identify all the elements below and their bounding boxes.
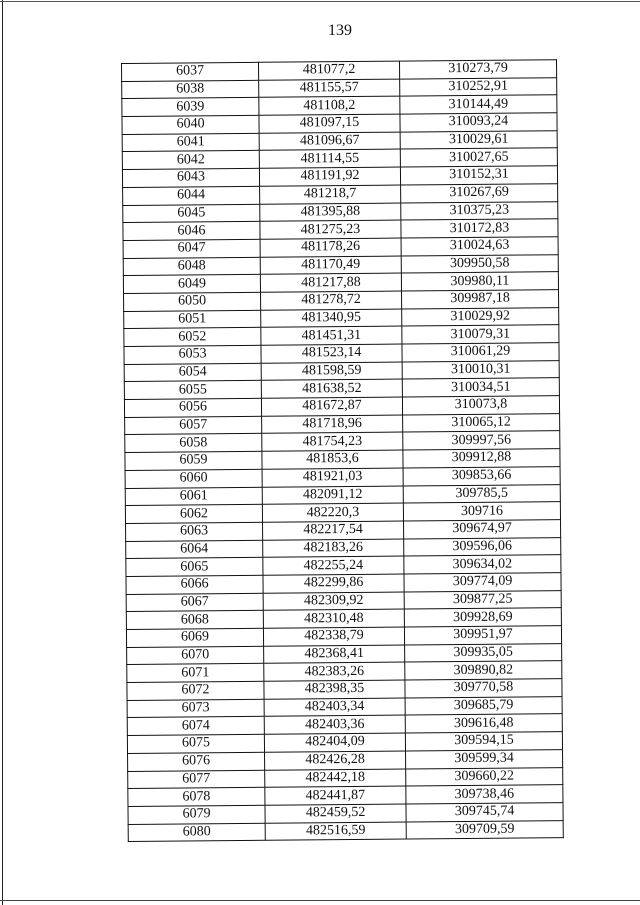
y-coordinate-cell: 310029,92 — [402, 307, 559, 326]
x-coordinate-cell: 481451,31 — [261, 326, 402, 345]
point-number-cell: 6072 — [127, 681, 264, 700]
point-number-cell: 6039 — [122, 98, 259, 117]
y-coordinate-cell: 309738,46 — [406, 785, 563, 804]
point-number-cell: 6064 — [126, 540, 263, 559]
y-coordinate-cell: 309594,15 — [405, 732, 562, 751]
y-coordinate-cell: 309980,11 — [401, 272, 558, 291]
point-number-cell: 6074 — [127, 717, 264, 736]
x-coordinate-cell: 481218,7 — [260, 185, 401, 204]
y-coordinate-cell: 309997,56 — [403, 431, 560, 450]
point-number-cell: 6054 — [124, 363, 261, 382]
x-coordinate-cell: 482403,34 — [264, 698, 405, 717]
x-coordinate-cell: 481217,88 — [260, 273, 401, 292]
y-coordinate-cell: 309685,79 — [405, 696, 562, 715]
point-number-cell: 6071 — [127, 664, 264, 683]
point-number-cell: 6051 — [124, 310, 261, 329]
y-coordinate-cell: 309745,74 — [406, 803, 563, 822]
x-coordinate-cell: 482217,54 — [263, 521, 404, 540]
x-coordinate-cell: 482299,86 — [263, 574, 404, 593]
y-coordinate-cell: 310010,31 — [402, 360, 559, 379]
y-coordinate-cell: 309935,05 — [405, 643, 562, 662]
y-coordinate-cell: 309660,22 — [406, 767, 563, 786]
y-coordinate-cell: 309596,06 — [404, 537, 561, 556]
x-coordinate-cell: 482383,26 — [264, 662, 405, 681]
y-coordinate-cell: 310267,69 — [401, 184, 558, 203]
y-coordinate-cell: 309785,5 — [403, 484, 560, 503]
y-coordinate-cell: 309599,34 — [406, 749, 563, 768]
y-coordinate-cell: 309928,69 — [404, 608, 561, 627]
table-row — [128, 820, 563, 841]
y-coordinate-cell: 310029,61 — [400, 130, 557, 149]
x-coordinate-cell: 481853,6 — [262, 450, 403, 469]
x-coordinate-cell: 481170,49 — [260, 256, 401, 275]
y-coordinate-cell: 310024,63 — [401, 237, 558, 256]
point-number-cell: 6070 — [127, 646, 264, 665]
point-number-cell: 6063 — [126, 522, 263, 541]
y-coordinate-cell: 309674,97 — [404, 520, 561, 539]
y-coordinate-cell: 310061,29 — [402, 343, 559, 362]
y-coordinate-cell: 310172,83 — [401, 219, 558, 238]
y-coordinate-cell: 310273,79 — [399, 60, 556, 79]
x-coordinate-cell: 481754,23 — [262, 432, 403, 451]
point-number-cell: 6061 — [125, 487, 262, 506]
point-number-cell: 6080 — [128, 823, 265, 842]
y-coordinate-cell: 310093,24 — [400, 113, 557, 132]
y-coordinate-cell: 309774,09 — [404, 573, 561, 592]
x-coordinate-cell: 482442,18 — [265, 769, 406, 788]
point-number-cell: 6079 — [128, 805, 265, 824]
point-number-cell: 6057 — [125, 416, 262, 435]
x-coordinate-cell: 481638,52 — [261, 379, 402, 398]
point-number-cell: 6078 — [128, 787, 265, 806]
x-coordinate-cell: 482459,52 — [265, 804, 406, 823]
point-number-cell: 6055 — [124, 381, 261, 400]
x-coordinate-cell: 481523,14 — [261, 344, 402, 363]
x-coordinate-cell: 481155,57 — [259, 79, 400, 98]
y-coordinate-cell: 310073,8 — [402, 396, 559, 415]
point-number-cell: 6069 — [126, 628, 263, 647]
y-coordinate-cell: 309853,66 — [403, 466, 560, 485]
point-number-cell: 6058 — [125, 434, 262, 453]
point-number-cell: 6049 — [123, 275, 260, 294]
x-coordinate-cell: 482404,09 — [264, 733, 405, 752]
y-coordinate-cell: 310152,31 — [400, 166, 557, 185]
x-coordinate-cell: 482220,3 — [262, 503, 403, 522]
point-number-cell: 6047 — [123, 239, 260, 258]
x-coordinate-cell: 482441,87 — [265, 786, 406, 805]
y-coordinate-cell: 310034,51 — [402, 378, 559, 397]
x-coordinate-cell: 482426,28 — [265, 751, 406, 770]
point-number-cell: 6059 — [125, 451, 262, 470]
point-number-cell: 6073 — [127, 699, 264, 718]
point-number-cell: 6076 — [128, 752, 265, 771]
y-coordinate-cell: 309634,02 — [404, 555, 561, 574]
point-number-cell: 6046 — [123, 221, 260, 240]
x-coordinate-cell: 481077,2 — [258, 61, 399, 80]
x-coordinate-cell: 481096,67 — [259, 132, 400, 151]
point-number-cell: 6037 — [122, 62, 259, 81]
x-coordinate-cell: 481097,15 — [259, 114, 400, 133]
point-number-cell: 6042 — [122, 151, 259, 170]
y-coordinate-cell: 309950,58 — [401, 254, 558, 273]
coordinates-table-body — [122, 60, 564, 842]
x-coordinate-cell: 482338,79 — [263, 627, 404, 646]
y-coordinate-cell: 309987,18 — [402, 290, 559, 309]
point-number-cell: 6052 — [124, 328, 261, 347]
y-coordinate-cell: 310252,91 — [400, 77, 557, 96]
point-number-cell: 6053 — [124, 345, 261, 364]
x-coordinate-cell: 481340,95 — [261, 309, 402, 328]
point-number-cell: 6065 — [126, 558, 263, 577]
coordinates-table — [121, 59, 564, 842]
x-coordinate-cell: 481921,03 — [262, 468, 403, 487]
x-coordinate-cell: 481178,26 — [260, 238, 401, 257]
y-coordinate-cell: 309877,25 — [404, 590, 561, 609]
y-coordinate-cell: 310144,49 — [400, 95, 557, 114]
point-number-cell: 6060 — [125, 469, 262, 488]
y-coordinate-cell: 310027,65 — [400, 148, 557, 167]
x-coordinate-cell: 482403,36 — [264, 715, 405, 734]
point-number-cell: 6038 — [122, 80, 259, 99]
x-coordinate-cell: 481275,23 — [260, 220, 401, 239]
x-coordinate-cell: 481191,92 — [259, 167, 400, 186]
point-number-cell: 6067 — [126, 593, 263, 612]
y-coordinate-cell: 309890,82 — [405, 661, 562, 680]
x-coordinate-cell: 481108,2 — [259, 96, 400, 115]
x-coordinate-cell: 481114,55 — [259, 150, 400, 169]
x-coordinate-cell: 481278,72 — [261, 291, 402, 310]
point-number-cell: 6041 — [122, 133, 259, 152]
y-coordinate-cell: 310079,31 — [402, 325, 559, 344]
y-coordinate-cell: 309716 — [403, 502, 560, 521]
page-edge-bottom — [0, 900, 640, 901]
point-number-cell: 6044 — [123, 186, 260, 205]
x-coordinate-cell: 481718,96 — [262, 415, 403, 434]
x-coordinate-cell: 482368,41 — [264, 645, 405, 664]
y-coordinate-cell: 310065,12 — [403, 413, 560, 432]
point-number-cell: 6043 — [122, 168, 259, 187]
point-number-cell: 6077 — [128, 770, 265, 789]
y-coordinate-cell: 309951,97 — [404, 626, 561, 645]
y-coordinate-cell: 309912,88 — [403, 449, 560, 468]
point-number-cell: 6048 — [123, 257, 260, 276]
x-coordinate-cell: 481672,87 — [261, 397, 402, 416]
point-number-cell: 6045 — [123, 204, 260, 223]
page-edge-top — [0, 1, 640, 2]
y-coordinate-cell: 309709,59 — [406, 820, 563, 839]
y-coordinate-cell: 310375,23 — [401, 201, 558, 220]
x-coordinate-cell: 482516,59 — [265, 822, 406, 841]
x-coordinate-cell: 482398,35 — [264, 680, 405, 699]
point-number-cell: 6062 — [125, 504, 262, 523]
x-coordinate-cell: 482091,12 — [262, 486, 403, 505]
page-number: 139 — [328, 22, 352, 39]
x-coordinate-cell: 481598,59 — [261, 362, 402, 381]
x-coordinate-cell: 481395,88 — [260, 203, 401, 222]
y-coordinate-cell: 309770,58 — [405, 679, 562, 698]
point-number-cell: 6056 — [124, 398, 261, 417]
page-edge-left — [2, 0, 3, 905]
point-number-cell: 6040 — [122, 115, 259, 134]
point-number-cell: 6075 — [127, 734, 264, 753]
x-coordinate-cell: 482309,92 — [263, 592, 404, 611]
y-coordinate-cell: 309616,48 — [405, 714, 562, 733]
x-coordinate-cell: 482310,48 — [263, 609, 404, 628]
x-coordinate-cell: 482255,24 — [263, 556, 404, 575]
point-number-cell: 6068 — [126, 611, 263, 630]
x-coordinate-cell: 482183,26 — [263, 539, 404, 558]
point-number-cell: 6050 — [124, 292, 261, 311]
point-number-cell: 6066 — [126, 575, 263, 594]
